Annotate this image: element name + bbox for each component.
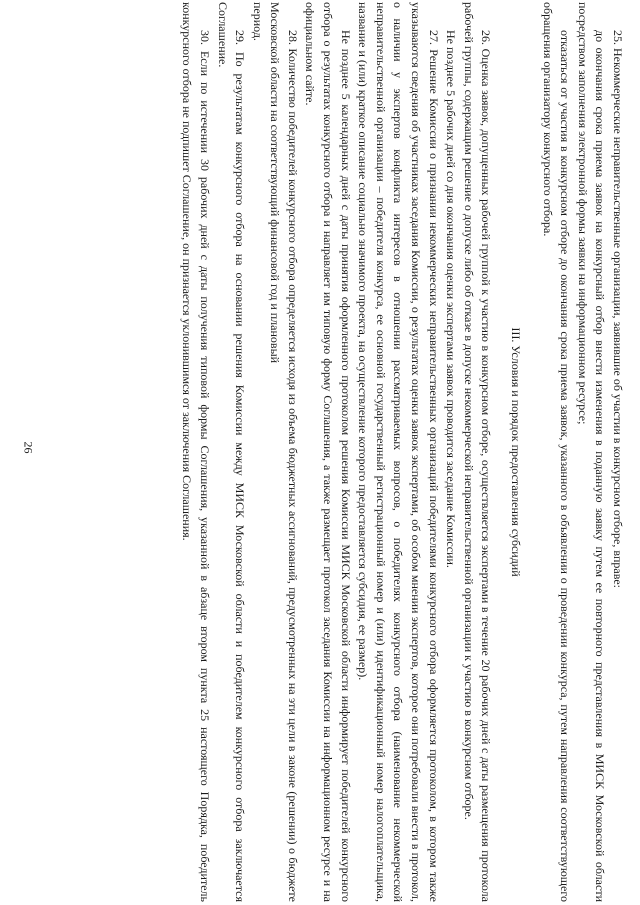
paragraph-25-option-2: отказаться от участия в конкурсном отборе до окончания срока приема заявок, указанного в объявлении о проведении конкурса, путем направления соответствующего обращения организатору конкурсного отбора.: [540, 2, 573, 902]
paragraph-25-option-1: до окончания срока приема заявок на конкурсный отбор внести изменения в поданную заявку путем ее повторного представления в МИСК Московской области посредством заполнения электронной формы заявки на информационном ресурсе;: [575, 2, 608, 902]
paragraph-30: 30. Если по истечении 30 рабочих дней с даты получения типовой формы Соглашения, указанной в абзаце втором пункта 25 настоящего Порядка, победитель конкурсного отбора не подпишет Соглашение, он признается уклонившимся от заключения Соглашения.: [180, 2, 212, 902]
document-body: [86, 2, 626, 902]
page-number: 26: [21, 441, 36, 454]
paragraph-29: 29. По результатам конкурсного отбора на основании решения Комиссии между МИСК Московской области и победителем конкурсного отбора заключается Соглашение.: [215, 2, 248, 902]
paragraph-26-deadline: Не позднее 5 рабочих дней со дня окончания оценки экспертами заявок проводится заседание Комиссии.: [444, 30, 459, 568]
section-heading: III. Условия и порядок предоставления субсидий: [509, 327, 524, 577]
paragraph-25: 25. Некоммерческие неправительственные организации, заявившие об участии в конкурсном отборе, вправе:: [611, 30, 625, 589]
paragraph-27: 27. Решение Комиссии о признании некоммерческих неправительственных организаций победителями конкурсного отбора оформляется протоколом, в котором также указываются сведения об участниках заседания Комиссии, о результатах оценки заявок экспертами, об особом мнении экспертов, которое они потребовали внести в протокол, о наличии у экспертов конфликта интересов в отношении рассматриваемых вопросов, о победителях конкурсного отбора (наименование некоммерческой неправительственной организации – победителя конкурса, ее основной государственный регистрационный номер и (или) идентификационный номер налогоплательщика, название и (или) краткое описание социально значимого проекта, на осуществление которого предоставляется субсидия, ее размер).: [356, 2, 441, 902]
paragraph-27-notice: Не позднее 5 календарных дней с даты принятия оформленного протоколом решения Комиссии МИСК Московской области информирует победителей конкурсного отбора о результатах конкурсного отбора и направляет им типовую форму Соглашения, а также размещает протокол заседания Комиссии на информационном ресурсе и на официальном сайте.: [303, 2, 353, 902]
paragraph-28: 28. Количество победителей конкурсного отбора определяется исходя из объема бюджетных ассигнований, предусмотренных на эти цели в законе (решении) о бюджете Московской области на соответствующий финансовой год и плановый: [268, 2, 300, 902]
paragraph-28-end: период.: [250, 2, 265, 41]
paragraph-26: 26. Оценка заявок, допущенных рабочей группой к участию в конкурсном отборе, осуществляется экспертами в течение 20 рабочих дней с даты размещения протокола рабочей группы, содержащим решение о допуске либо об отказе в допуске некоммерческой неправительственной организации к участию в конкурсном отборе.: [461, 2, 494, 902]
